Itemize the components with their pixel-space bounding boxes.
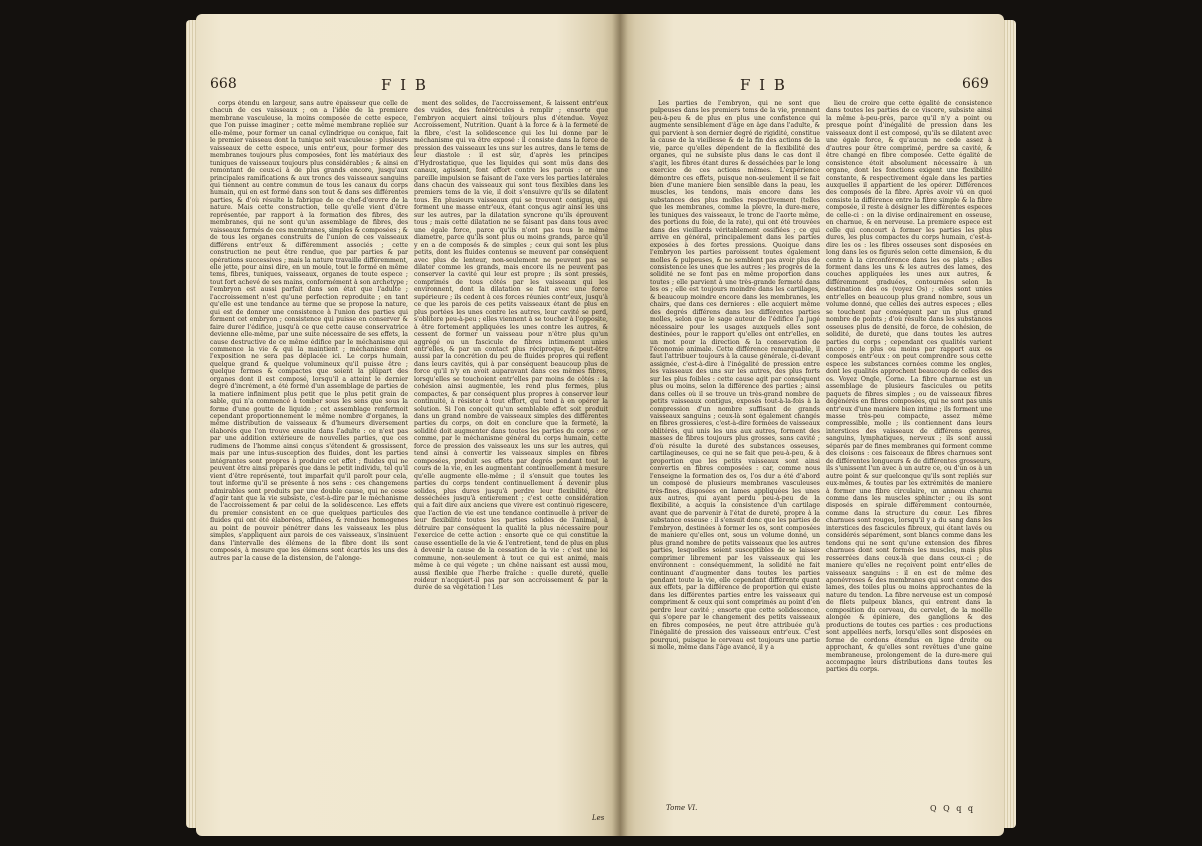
left-column-2 [414,100,608,812]
right-column-1 [650,100,820,800]
left-column-1 [210,100,408,812]
right-page-edges [1002,20,1016,828]
left-page-number: 668 [210,76,237,92]
right-column-2-text: lieu de croire que cette égalité de consistence dans toutes les parties de ce viscere, subsiste ainsi la même à-peu-près, parce qu'il n'y a point ou presque point d'inégalité de pression dans les vaisseaux dont il est composé, qu'ils se dilatent avec une égale force, & qu'aucun ne cede assez à d'autres pour être comprimé, perdre sa cavité, & être changé en fibre composée. Cette égalité de consistence étoit absolument nécessaire à un organe, dont les fonctions exigent une flexibilité constante, & respectivement égale dans les parties auxquelles il appartient de les opérer. Différences des composés de la fibre. Après avoir vû en quoi consiste la différence entre la fibre simple & la fibre composée, il reste à désigner les différentes especes de celle-ci : on la divise ordinairement en osseuse, en charnue, & en nerveuse. La premiere espece est celle qui concourt à former les parties les plus dures, les plus compactes du corps humain, c'est-à-dire les os : les fibres osseuses sont disposées en long dans les os figurés selon cette dimension, & du centre à la circonférence dans les os plats ; elles forment dans les uns & les autres des lames, des couches appliquées les unes aux autres, & différemment graduées, contournées selon la destination des os (voyez Os) ; elles sont unies entr'elles en beaucoup plus grand nombre, sous un volume donné, que celles des autres especes ; elles se touchent par conséquent par un plus grand nombre de points ; d'où résulte dans les substances osseuses plus de densité, de force, de cohésion, de solidité, de dureté, que dans toutes les autres parties du corps ; cependant ces qualités varient encore ; le plus ou moins par rapport aux os composés entr'eux : on peut comprendre sous cette espece les substances cornées comme les ongles, dont les qualités approchent beaucoup de celles des os. Voyez Ongle, Corne. La fibre charnue est un assemblage de plusieurs fascicules ou petits paquets de fibres simples ; ou de vaisseaux fibres dégénérés en fibres composées, qui ne sont pas unis entr'eux d'une maniere bien intime ; ils forment une masse très-peu compacte, assez même compressible, molle ; ils contiennent dans leurs interstices des vaisseaux de différens genres, sanguins, lymphatiques, nerveux ; ils sont aussi séparés par de fines membranes qui forment comme des cloisons : ces faisceaux de fibres charnues sont de différentes longueurs & de différentes grosseurs, ils s'unissent l'un avec à un autre ce, ou d'un os à un autre point & sur quelconque qu'ils sont repliés sur eux-mêmes, & toutes par les extrémités de maniere à former une fibre circulaire, un anneau charnu comme dans les muscles sphincter ; ou ils sont disposés en spirale différemment contournée, comme dans la structure du cœur. Les fibres charnues sont rouges, lorsqu'il y a du sang dans les interstices des fascicules fibreux, qui étant lavés ou considérés séparément, sont blancs comme dans les tendons qui ne sont qu'une extension des fibres charnues dont sont formés les muscles, mais plus resserrées dans ceux-là que dans ceux-ci ; de maniere qu'elles ne reçoivent point entr'elles de vaisseaux sanguins : il en est de même des aponévroses & des membranes qui sont comme des lames, des toiles plus ou moins approchantes de la nature du tendon. La fibre nerveuse est un composé de filets pulpeux blancs, qui entrent dans la composition du cerveau, du cervelet, de la moëlle alongée & épiniere, des ganglions & des productions de toutes ces parties : ces productions sont appellées nerfs, lorsqu'elles sont disposées en forme de cordons étendus en ligne droite ou approchant, & qu'elles sont revêtues d'une gaine membraneuse, prolongement de la dure-mere qui accompagne leurs distributions dans toutes les parties du corps. [826,100,992,674]
right-page [620,14,1004,836]
left-column-1-text: corps étendu en largeur, sans autre épaisseur que celle de chacun de ces vaisseaux ; on a l'idée de la premiere membrane vasculeuse, la moins composée de cette espece, que l'on puisse imaginer ; cette même membrane repliée sur elle-même, pour former un canal cylindrique ou conique, fait le premier vaisseau dont la tunique soit vasculeuse : plusieurs vaisseaux de cette espece, unis entr'eux, pour former des membranes toujours plus composées, font les matériaux des tuniques de vaisseaux toujours plus considérables ; & ainsi en remontant de ceux-ci à de plus grands encore, jusqu'aux principales ramifications & aux troncs des vaisseaux sanguins qui tiennent au centre commun de tous les canaux du corps humain, qui en est formé dans son tout & dans ses différentes parties, & d'où résulte la fabrique de ce chef-d'œuvre de la nature. Mais cette construction, telle qu'elle vient d'être représentée, par rapport à la formation des fibres, des membranes, qui ne sont qu'un assemblage de fibres, des vaisseaux formés de ces membranes, simples & composées ; & de tous les organes construits de l'union de ces vaisseaux différens entr'eux & différemment associés ; cette construction ne peut être rendue, que par parties & par opérations successives ; mais la nature travaille différemment, elle jette, pour ainsi dire, en un moule, tout le formé en même tems, fibres, tuniques, vaisseaux, organes de toute espece ; tout fort achevé de ses mains, conformément à son archetype ; l'embryon est aussi parfait dans son état que l'adulte ; l'accroissement n'est qu'une perfection reproduite ; en tant qu'elle est une tendance au terme que se propose la nature, qui est de donner une consistence à l'union des parties qui forment cet embryon ; consistence qui puisse en conserver & faire durer l'édifice, jusqu'à ce que cette cause conservatrice devienne elle-même, par une suite nécessaire de ses effets, la cause destructive de ce même édifice par le méchanisme qui commence la vie & qui la maintient ; méchanisme dont l'exposition ne sera pas déplacée ici. Le corps humain, quelque grand & quelque volumineux qu'il puisse être ; quelque fermes & compactes que soient la plûpart des organes dont il est composé, lorsqu'il a atteint le dernier degré d'incrément, a été formé d'un assemblage de parties de la matiere infiniment plus petit que le plus petit grain de sable, qui n'a commencé à tomber sous les sens que sous la forme d'une goutte de liquide ; cet assemblage renfermoit cependant proportionnement le même nombre d'organes, la même distribution de vaisseaux & d'humeurs diversement élaborés que l'on trouve ensuite dans l'adulte : ce n'est pas par une addition extérieure de nouvelles parties, que ces rudimens de l'homme ainsi conçus s'étendent & grossissent, mais par une intus-susception des fluides, dont les parties intégrantes sont propres à produire cet effet ; fluides qui ne peuvent être ainsi préparés que dans le petit individu, tel qu'il vient d'être représenté, tout imparfait qu'il paroît pour cela, tout informe qu'il se présente à nos sens : ces changemens admirables sont produits par une double cause, qui ne cesse d'agir tant que la vie subsiste, c'est-à-dire par le méchanisme de l'accroissement & par celui de la solidescence. Les effets du premier consistent en ce que quelques particules des fluides qui ont été élaborées, affinées, & rendues homogenes au point de pouvoir pénétrer dans les vaisseaux les plus simples, s'appliquent aux parois de ces vaisseaux, s'insinuent dans l'intervalle des élémens de la fibre dont ils sont composés, à mesure que les élémens sont écartés les uns des autres par la cause de la distension, de l'alonge- [210,100,408,562]
right-column-1-text: Les parties de l'embryon, qui ne sont que pulpeuses dans les premiers tems de la vie, prennent peu-à-peu & de plus en plus une confistence qui augmente sensiblement d'âge en âge dans l'adulte, & qui parvient à son dernier degré de rigidité, constitue la cause de la vieillesse & de la fin des actions de la vie, parce qu'elles dépendent de la flexibilité des organes, qui ne subsiste plus dans le cas dont il s'agit, les fibres étant dures & desséchées par le long exercice de ces actions mêmes. L'expérience démontre ces effets, puisque non-seulement il se fait bien d'une maniere bien sensible dans la peau, les muscles, les tendons, mais encore dans les substances des plus molles respectivement (telles que les membranes, comme la plevre, la dure-mere, les tuniques des vaisseaux, le tronc de l'aorte même, des portions du foie, de la rate), qui ont été trouvées dans des vieillards véritablement ossifiées ; ce qui arrive en général, principalement dans les parties exposées à des fortes pressions. Quoique dans l'embryon les parties paroissent toutes également molles & pulpeuses, & ne semblent pas avoir plus de consistence les unes que les autres ; les progrès de la solidité ne se font pas en même proportion dans toutes ; elle parvient à une très-grande fermeté dans les os ; elle est toujours moindre dans les cartilages, & beaucoup moindre encore dans les membranes, les chairs, que dans ces dernieres : elle acquiert même des degrés différens dans les différentes parties molles, selon que le sage auteur de l'édifice l'a jugé nécessaire pour les usages auxquels elles sont destinées, pour le rapport qu'elles ont entr'elles, en un mot pour la direction & la conservation de l'économie animale. Cette différence remarquable, il faut l'attribuer toujours à la cause générale, ci-devant assignée, c'est-à-dire à l'inégalité de pression entre les vaisseaux des uns sur les autres, des plus forts sur les plus foibles : cette cause agit par conséquent plus ou moins, selon la différence des parties ; ainsi dans celles où il se trouve un très-grand nombre de petits vaisseaux contigus, exposés tout-à-la-fois à la compression d'un nombre suffisant de grands vaisseaux sanguins ; ceux-là sont également changés en fibres grossieres, c'est-à-dire formées de vaisseaux oblitérés, qui unis les uns aux autres, forment des masses de fibres toujours plus grosses, sans cavité ; d'où résulte la dureté des substances osseuses, cartilagineuses, ce qui ne se fait que peu-à-peu, & à proportion que les petits vaisseaux sont ainsi convertis en fibres composées : car, comme nous l'enseigne la formation des os, l'os dur a été d'abord un composé de plusieurs membranes vasculeuses très-fines, disposées en lames appliquées les unes aux autres, qui ayant perdu peu-à-peu de la flexibilité, a acquis la consistence d'un cartilage avant que de parvenir à l'état de dureté, propre à la substance osseuse : il s'ensuit donc que les parties de l'embryon, destinées à former les os, sont composées de maniere qu'elles ont, sous un volume donné, un plus grand nombre de petits vaisseaux que les autres parties, lesquelles soient susceptibles de se laisser comprimer librement par les vaisseaux qui les environnent : conséquemment, la solidité ne fait continuant d'augmenter dans toutes les parties pendant toute la vie, elle cependant différente quant aux effets, par la différence de proportion qui existe dans les différentes parties entre les vaisseaux qui compriment & ceux qui sont comprimés au point d'en perdre leur cavité ; ensorte que cette solidescence, qui s'opere par le changement des petits vaisseaux en fibres composées, ne peut être attribuée qu'à l'inégalité de pression des vaisseaux entr'eux. C'est pourquoi, puisque le cerveau est toujours une partie si molle, même dans l'âge avancé, il y a [650,100,820,652]
volume-label: Tome VI. [666,804,698,812]
left-page [196,14,620,836]
right-page-number: 669 [962,76,989,92]
signature-mark: Q Q q q [930,804,975,813]
book-gutter [612,14,628,836]
left-running-head: F I B [381,76,428,94]
right-running-head: F I B [740,76,787,94]
left-column-2-text: ment des solides, de l'accroissement, & laissent entr'eux des vuides, des fenêtrécules à remplir ; ensorte que l'embryon acquiert ainsi toûjours plus d'étendue. Voyez Accroissement, Nutrition. Quant à la force & à la fermeté de la fibre, c'est la solidescence qui les lui donne par le méchanisme qui va être exposé : il consiste dans la force de pression des vaisseaux les uns sur les autres, dans le tems de leur diastole : il est sûr, d'après les principes d'Hydrostatique, que les liquides qui sont mûs dans des canaux, agissent, font effort contre les parois : or une pareille impulsion se faisant de l'axe vers les parties latérales dans chacun des vaisseaux qui sont tous flexibles dans les premiers tems de la vie, il doit s'ensuivre qu'ils se dilatent tous. En plusieurs vaisseaux qui se trouvent contigus, qui forment une masse entr'eux, étant conçus agir ainsi les uns sur les autres, par la dilatation syncrone qu'ils éprouvent tous ; mais cette dilatation ne se faisant pas dans tous avec une égale force, parce qu'ils n'ont pas tous le même diametre, parce qu'ils sont plus ou moins grands, parce qu'il y en a de composés & de simples ; ceux qui sont les plus petits, dont les fluides contenus se meuvent par conséquent avec plus de lenteur, non-seulement ne peuvent pas se dilater comme les grands, mais encore ils ne peuvent pas conserver la cavité qui leur est propre ; ils sont pressés, comprimés de tous côtés par les vaisseaux qui les environnent, dont la dilatation se fait avec une force supérieure ; ils cedent à ces forces réunies contr'eux, jusqu'à ce que les parois de ces petits vaisseaux étant de plus en plus portées les unes contre les autres, leur cavité se perd, s'oblitere peu-à-peu ; elles viennent à se toucher à l'opposite, à être fortement appliquées les unes contre les autres, & cessent de former un vaisseau pour n'être plus qu'un aggrégé ou un fascicule de fibres intimement unies entr'elles, & par un contact plus réciproque, & peut-être aussi par la concrétion du peu de fluides propres qui reflent dans leurs cavités, qui à par conséquent beaucoup plus de force qu'il n'y en avoit auparavant dans ces mêmes fibres, lorsqu'elles se touchoient entr'elles par moins de côtés : la cohésion ainsi augmentée, les rend plus fermes, plus compactes, & par conséquent plus propres à conserver leur continuité, à résister à tout effort, qui tend à en opérer la solution. Si l'on conçoit qu'un semblable effet soit produit dans un grand nombre de vaisseaux simples des différentes parties du corps, on doit en conclure que la fermeté, la solidité doit augmenter dans toutes les parties du corps : or comme, par le méchanisme général du corps humain, cette force de pression des vaisseaux les uns sur les autres, qui tend ainsi à convertir les vaisseaux simples en fibres composées, produit ses effets par degrés pendant tout le cours de la vie, en les augmentant continuellement à mesure qu'elle augmente elle-même ; il s'ensuit que toutes les parties du corps tendent continuellement à devenir plus solides, plus dures jusqu'à perdre leur flexibilité, être desséchées jusqu'à entierement ; c'est cette considération qui a fait dire aux anciens que vivere est continuò rigescere, que l'action de vie est une tendance continuelle à priver de leur flexibilité toutes les parties solides de l'animal, à détruire par conséquent la qualité la plus nécessaire pour l'exercice de cette action : ensorte que ce qui constitue la cause essentielle de la vie & l'entretient, tend de plus en plus à devenir la cause de la cessation de la vie : c'est une loi commune, non-seulement à tout ce qui est animé, mais même à ce qui végete ; un chêne naissant est aussi mou, aussi flexible que l'herbe fraîche : quelle dureté, quelle roideur n'acquiert-il pas par son accroissement & par la durée de sa végétation ! Les [414,100,608,592]
left-catchword: Les [592,814,605,822]
right-column-2 [826,100,992,800]
